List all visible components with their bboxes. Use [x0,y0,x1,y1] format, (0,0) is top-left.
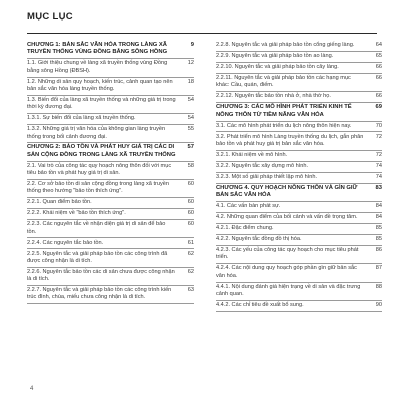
toc-entry-page: 55 [187,126,194,133]
toc-entry-title: 4.2. Những quan điểm của bối cảnh và vấn đề trọng tâm. [216,214,358,221]
toc-entry-page: 85 [375,225,382,232]
toc-entry[interactable] [216,41,382,52]
toc-entry-page: 60 [187,199,194,206]
toc-entry[interactable] [216,246,382,264]
toc-entry-page: 12 [187,60,194,67]
toc-entry-page: 61 [187,239,194,246]
toc-entry-page: 65 [375,53,382,60]
toc-chapter-entry[interactable] [27,41,194,59]
toc-entry-page: 54 [187,115,194,122]
toc-entry[interactable] [27,249,194,267]
toc-entry[interactable] [27,286,194,304]
toc-entry-title: 2.2.7. Nguyên tắc và giải pháp bảo tồn các công trình kiến trúc đình, chùa, miếu chưa công nhận là di tích. [27,287,172,301]
toc-entry-page: 57 [187,144,194,151]
toc-entry-page: 74 [375,173,382,180]
toc-entry-page: 62 [187,268,194,275]
toc-chapter-entry[interactable] [216,184,382,202]
toc-entry-title: 3.2.3. Một số giải pháp thiết lập mô hình. [216,173,318,180]
toc-entry-page: 66 [375,93,382,100]
toc-entry-title: 2.2.12. Nguyên tắc bảo tồn nhà ở, nhà thờ họ. [216,93,331,100]
title-rule [27,33,377,34]
toc-entry-page: 84 [375,203,382,210]
toc-entry-page: 87 [375,265,382,272]
toc-entry[interactable] [216,202,382,213]
toc-entry-title: 2.1. Vai trò của công tác quy hoạch nông thôn đối với mục tiêu bảo tồn và phát huy giá trị di sản. [27,162,172,177]
toc-entry-page: 72 [375,151,382,158]
toc-entry[interactable] [27,220,194,238]
toc-entry[interactable] [216,235,382,246]
toc-entry-title: 1.3. Biến đổi của làng xã truyền thống và những giá trị trong thời kỳ đương đại. [27,96,176,111]
toc-left-column [27,41,194,304]
toc-entry[interactable] [27,180,194,198]
toc-entry-page: 58 [187,162,194,169]
toc-entry-title: 3.2.1. Khái niệm về mô hình. [216,151,288,158]
toc-entry[interactable] [216,132,382,150]
toc-entry[interactable] [27,96,194,114]
toc-entry-title: CHƯƠNG 1: BẢN SẮC VĂN HÓA TRONG LÀNG XÃ TRUYỀN THỐNG VÙNG ĐỒNG BẰNG SÔNG HỒNG [27,42,168,56]
toc-entry-title: CHƯƠNG 4. QUY HOẠCH NÔNG THÔN VÀ GÌN GIỮ BẢN SẮC VĂN HÓA [216,184,358,199]
toc-entry[interactable] [216,224,382,235]
toc-entry[interactable] [216,162,382,173]
toc-entry-title: CHƯƠNG 3: CÁC MÔ HÌNH PHÁT TRIỂN KINH TẾ NÔNG THÔN TỪ TIỀM NĂNG VĂN HÓA [216,104,352,118]
toc-entry-title: CHƯƠNG 2: BẢO TỒN VÀ PHÁT HUY GIÁ TRỊ CÁC DI SẢN CỘNG ĐỒNG TRONG LÀNG XÃ TRUYỀN THỐNG [27,144,176,158]
toc-entry-page: 60 [187,181,194,188]
toc-entry-page: 83 [375,184,382,191]
toc-entry-title: 2.2.10. Nguyên tắc và giải pháp bảo tồn cây làng. [216,64,339,71]
toc-entry-page: 62 [187,250,194,257]
toc-entry[interactable] [216,151,382,162]
toc-entry-title: 2.2.8. Nguyên tắc và giải pháp bảo tồn cổng giếng làng. [216,42,355,49]
toc-entry-title: 4.1. Các vấn bàn phát sự. [216,203,281,210]
toc-entry[interactable] [216,74,382,92]
toc-entry-title: 4.4.1. Nội dung đánh giá hiện trạng về di sản và đặc trưng cảnh quan. [216,283,361,297]
toc-entry[interactable] [216,92,382,103]
toc-entry[interactable] [216,301,382,312]
toc-entry-title: 2.2.9. Nguyên tắc và giải pháp bảo tồn ao làng. [216,53,334,60]
toc-entry-page: 85 [375,236,382,243]
toc-entry[interactable] [216,283,382,301]
toc-entry-title: 2.2.1. Quan điểm bảo tồn. [27,199,92,206]
toc-entry[interactable] [27,268,194,286]
toc-entry-page: 64 [375,42,382,49]
toc-entry-page: 72 [375,133,382,140]
toc-entry-title: 2.2. Cơ sở bảo tồn di sản cộng đồng trong làng xã truyền thống theo hướng "bảo tồn thích ứng". [27,181,169,195]
toc-entry-title: 4.4.2. Các chỉ tiêu đề xuất bổ sung. [216,301,304,308]
toc-entry-title: 2.2.2. Khái niệm về "bảo tồn thích ứng". [27,210,126,217]
toc-entry-page: 70 [375,122,382,129]
toc-entry-title: 1.2. Những di sản quy hoạch, kiến trúc, cảnh quan tạo nên bản sắc văn hóa làng truyền thống. [27,78,173,92]
toc-entry[interactable] [27,125,194,143]
toc-entry-page: 60 [187,210,194,217]
toc-entry-page: 74 [375,162,382,169]
toc-entry[interactable] [27,114,194,125]
toc-entry-title: 1.3.2. Những giá trị văn hóa của không gian làng truyền thống trong bối cảnh đương đại. [27,126,166,140]
toc-chapter-entry[interactable] [27,143,194,161]
toc-entry-title: 4.2.1. Đặc điểm chung. [216,225,274,232]
toc-entry[interactable] [216,122,382,133]
toc-entry-title: 4.2.4. Các nội dung quy hoạch góp phần gìn giữ bản sắc văn hóa. [216,265,357,279]
toc-entry-title: 2.2.4. Các nguyên tắc bảo tồn. [27,239,104,246]
toc-entry-page: 69 [375,104,382,111]
toc-entry-title: 3.2. Phát triển mô hình Làng truyền thống du lịch, gắn phân bảo tồn và phát huy giá trị bản sắc văn hóa. [216,133,364,147]
toc-entry[interactable] [216,173,382,184]
toc-entry-page: 9 [190,42,194,49]
toc-entry-page: 88 [375,283,382,290]
toc-entry[interactable] [27,238,194,249]
toc-entry-title: 2.2.3. Các nguyên tắc về nhận diện giá trị di sản để bảo tồn. [27,221,166,235]
toc-entry-title: 2.2.5. Nguyên tắc và giải pháp bảo tồn các công trình đã được công nhận là di tích. [27,250,168,264]
toc-entry-title: 3.2.2. Nguyên tắc xây dựng mô hình. [216,162,309,169]
page-number: 4 [30,386,34,392]
toc-entry[interactable] [216,52,382,63]
toc-entry-title: 3.1. Các mô hình phát triển du lịch nông thôn hiện nay. [216,122,352,129]
toc-entry-page: 60 [187,221,194,228]
toc-entry-title: 1.3.1. Sự biến đổi của làng xã truyền thống. [27,115,136,122]
toc-entry-title: 2.2.11. Nguyên tắc và giải pháp bảo tồn các hạng mục khác: Cầu, quán, điếm. [216,75,351,89]
toc-entry[interactable] [216,264,382,282]
toc-chapter-entry[interactable] [216,103,382,121]
toc-entry-title: 2.2.6. Nguyên tắc bảo tồn các di sản chưa được công nhận là di tích. [27,268,175,283]
toc-entry-title: 4.2.2. Nguyên tắc đồng đồ thị hóa. [216,236,302,243]
toc-entry-page: 66 [375,64,382,71]
toc-entry-page: 54 [187,96,194,103]
toc-entry-page: 18 [187,78,194,85]
toc-entry-page: 66 [375,75,382,82]
toc-entry[interactable] [27,198,194,209]
toc-entry[interactable] [216,63,382,74]
toc-entry[interactable] [27,162,194,180]
toc-entry-title: 4.2.3. Các yếu của công tác quy hoạch cho mục tiêu phát triển. [216,247,359,261]
toc-entry-page: 86 [375,247,382,254]
toc-entry-page: 84 [375,214,382,221]
toc-entry-title: 1.1. Giới thiệu chung về làng xã truyền thống vùng Đồng bằng sông Hồng (ĐBSH). [27,60,168,74]
toc-entry[interactable] [27,209,194,220]
toc-entry-page: 63 [187,287,194,294]
toc-entry[interactable] [27,59,194,77]
toc-right-column [216,41,382,312]
toc-entry[interactable] [27,78,194,96]
toc-entry[interactable] [216,213,382,224]
page-title: MỤC LỤC [27,11,73,22]
toc-entry-page: 90 [375,301,382,308]
